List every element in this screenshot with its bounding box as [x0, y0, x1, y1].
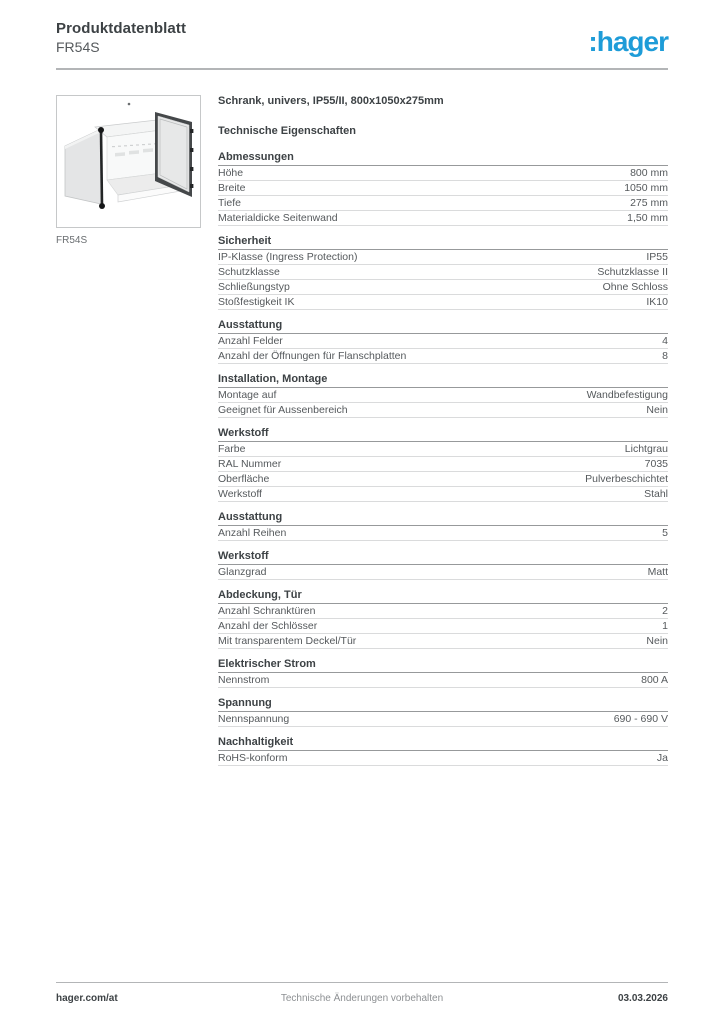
spec-value: Ohne Schloss — [602, 280, 668, 293]
section-title: Abdeckung, Tür — [218, 589, 668, 604]
spec-label: Mit transparentem Deckel/Tür — [218, 634, 357, 647]
spec-value: 800 A — [641, 673, 668, 686]
table-row — [218, 280, 668, 295]
spec-label: Materialdicke Seitenwand — [218, 211, 338, 224]
spec-value: 275 mm — [630, 196, 668, 209]
table-row — [218, 457, 668, 472]
section-title: Werkstoff — [218, 427, 668, 442]
spec-label: Glanzgrad — [218, 565, 267, 578]
section-title: Abmessungen — [218, 151, 668, 166]
spec-section — [218, 658, 668, 688]
table-row — [218, 295, 668, 310]
product-image-caption: FR54S — [56, 235, 88, 246]
product-title: Schrank, univers, IP55/II, 800x1050x275mm — [218, 95, 444, 107]
spec-column — [218, 95, 668, 775]
spec-value: 2 — [662, 604, 668, 617]
cabinet-illustration — [57, 96, 200, 227]
section-title: Installation, Montage — [218, 373, 668, 388]
spec-value: 690 - 690 V — [613, 712, 668, 725]
spec-label: Farbe — [218, 442, 246, 455]
spec-label: Werkstoff — [218, 487, 262, 500]
table-row — [218, 196, 668, 211]
spec-label: Schutzklasse — [218, 265, 280, 278]
specs-heading: Technische Eigenschaften — [218, 125, 356, 137]
section-rows — [218, 442, 668, 502]
spec-label: Breite — [218, 181, 246, 194]
spec-label: RAL Nummer — [218, 457, 282, 470]
table-row — [218, 388, 668, 403]
section-title: Spannung — [218, 697, 668, 712]
spec-value: Schutzklasse II — [597, 265, 668, 278]
section-rows — [218, 712, 668, 727]
table-row — [218, 604, 668, 619]
spec-label: Höhe — [218, 166, 244, 179]
spec-value: Lichtgrau — [624, 442, 668, 455]
table-row — [218, 751, 668, 766]
header-titles — [56, 20, 186, 55]
table-row — [218, 526, 668, 541]
spec-sections — [218, 151, 668, 766]
table-row — [218, 634, 668, 649]
spec-section — [218, 235, 668, 310]
spec-value: IK10 — [646, 295, 668, 308]
section-rows — [218, 334, 668, 364]
table-row — [218, 619, 668, 634]
spec-value: Ja — [656, 751, 668, 764]
section-title: Nachhaltigkeit — [218, 736, 668, 751]
table-row — [218, 472, 668, 487]
footer — [56, 993, 668, 1004]
spec-label: Oberfläche — [218, 472, 270, 485]
spec-value: Nein — [646, 403, 668, 416]
spec-section — [218, 736, 668, 766]
spec-value: 1,50 mm — [627, 211, 668, 224]
spec-section — [218, 427, 668, 502]
footer-date: 03.03.2026 — [617, 993, 668, 1004]
table-row — [218, 487, 668, 502]
spec-label: Nennspannung — [218, 712, 290, 725]
spec-value: IP55 — [646, 250, 668, 263]
spec-label: Schließungstyp — [218, 280, 290, 293]
spec-label: Geeignet für Aussenbereich — [218, 403, 348, 416]
spec-label: Anzahl Felder — [218, 334, 283, 347]
section-rows — [218, 565, 668, 580]
spec-label: Montage auf — [218, 388, 277, 401]
table-row — [218, 250, 668, 265]
main-content — [56, 95, 668, 775]
spec-section — [218, 550, 668, 580]
spec-value: 5 — [662, 526, 668, 539]
spec-value: 1050 mm — [624, 181, 668, 194]
table-row — [218, 673, 668, 688]
spec-value: Pulverbeschichtet — [585, 472, 668, 485]
section-rows — [218, 166, 668, 226]
section-title: Ausstattung — [218, 511, 668, 526]
table-row — [218, 442, 668, 457]
spec-label: Tiefe — [218, 196, 241, 209]
section-rows — [218, 751, 668, 766]
section-title: Sicherheit — [218, 235, 668, 250]
spec-section — [218, 589, 668, 649]
spec-section — [218, 697, 668, 727]
spec-value: 7035 — [644, 457, 668, 470]
product-image-column — [56, 95, 201, 775]
product-image-box — [56, 95, 201, 228]
spec-label: Anzahl Schranktüren — [218, 604, 316, 617]
section-rows — [218, 673, 668, 688]
spec-label: RoHS-konform — [218, 751, 288, 764]
footer-divider — [56, 982, 668, 983]
spec-value: 1 — [662, 619, 668, 632]
header — [56, 20, 668, 56]
spec-section — [218, 373, 668, 418]
table-row — [218, 403, 668, 418]
spec-label: Anzahl der Schlösser — [218, 619, 318, 632]
section-title: Ausstattung — [218, 319, 668, 334]
section-rows — [218, 604, 668, 649]
table-row — [218, 211, 668, 226]
spec-label: IP-Klasse (Ingress Protection) — [218, 250, 358, 263]
table-row — [218, 349, 668, 364]
product-ref: FR54S — [56, 39, 100, 55]
spec-section — [218, 511, 668, 541]
spec-value: 800 mm — [630, 166, 668, 179]
table-row — [218, 166, 668, 181]
table-row — [218, 181, 668, 196]
spec-section — [218, 151, 668, 226]
spec-label: Anzahl der Öffnungen für Flanschplatten — [218, 349, 407, 362]
footer-website-link[interactable]: hager.com/at — [56, 993, 118, 1004]
spec-label: Nennstrom — [218, 673, 270, 686]
section-rows — [218, 250, 668, 310]
spec-value: 4 — [662, 334, 668, 347]
table-row — [218, 334, 668, 349]
spec-value: Nein — [646, 634, 668, 647]
spec-value: Wandbefestigung — [586, 388, 668, 401]
header-divider — [56, 68, 668, 70]
section-rows — [218, 526, 668, 541]
section-title: Werkstoff — [218, 550, 668, 565]
spec-value: Stahl — [644, 487, 668, 500]
spec-label: Stoßfestigkeit IK — [218, 295, 295, 308]
spec-label: Anzahl Reihen — [218, 526, 287, 539]
table-row — [218, 712, 668, 727]
table-row — [218, 565, 668, 580]
spec-value: Matt — [647, 565, 668, 578]
spec-value: 8 — [662, 349, 668, 362]
section-title: Elektrischer Strom — [218, 658, 668, 673]
doc-type-title: Produktdatenblatt — [56, 20, 187, 37]
table-row — [218, 265, 668, 280]
section-rows — [218, 388, 668, 418]
footer-disclaimer: Technische Änderungen vorbehalten — [280, 993, 444, 1004]
spec-section — [218, 319, 668, 364]
hager-logo: :hager — [588, 26, 668, 57]
